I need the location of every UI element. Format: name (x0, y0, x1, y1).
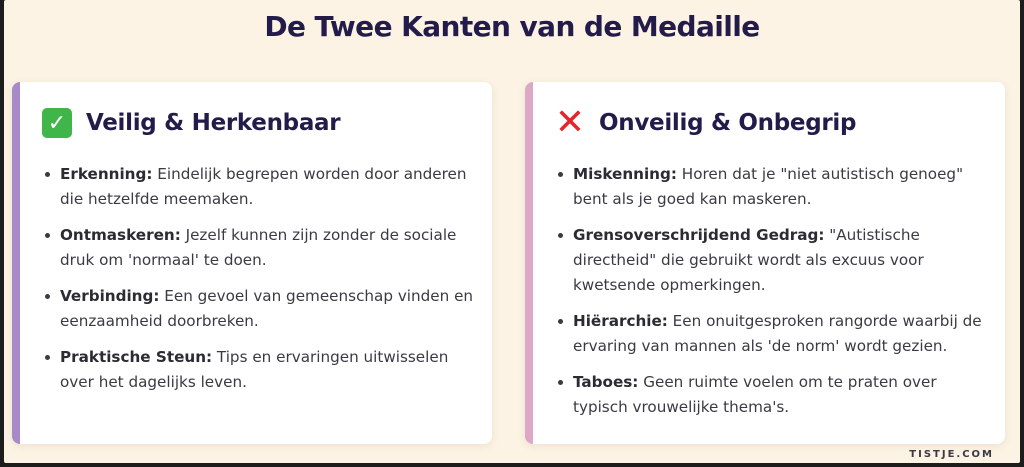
safe-card-heading: Veilig & Herkenbaar (86, 110, 341, 136)
list-item-term: Miskenning: (573, 165, 677, 183)
list-item-text: Een onuitgesproken rangorde waarbij de ervaring van mannen als 'de norm' wordt gezien. (573, 312, 982, 355)
list-item-term: Ontmaskeren: (60, 226, 181, 244)
list-item-term: Erkenning: (60, 165, 153, 183)
list-item-text: Eindelijk begrepen worden door anderen die hetzelfde meemaken. (60, 165, 467, 208)
list-item-text: Jezelf kunnen zijn zonder de sociale druk om 'normaal' te doen. (60, 226, 457, 269)
safe-card-header (42, 108, 340, 138)
unsafe-card-accent-stripe (525, 82, 533, 444)
safe-card-accent-stripe (12, 82, 20, 444)
list-item-text: "Autistische directheid" die gebruikt wordt als excuus voor kwetsende opmerkingen. (573, 226, 924, 294)
list-item-term: Hiërarchie: (573, 312, 668, 330)
list-item-term: Praktische Steun: (60, 348, 213, 366)
page-title: De Twee Kanten van de Medaille (264, 10, 760, 43)
unsafe-card-list (555, 162, 987, 431)
list-item (555, 162, 987, 212)
list-item-text: Geen ruimte voelen om te praten over typisch vrouwelijke thema's. (573, 373, 937, 416)
list-item (42, 345, 474, 395)
list-item (555, 223, 987, 298)
unsafe-card-heading: Onveilig & Onbegrip (599, 110, 857, 136)
safe-card (12, 82, 492, 444)
safe-card-list (42, 162, 474, 406)
site-watermark: TISTJE.COM (909, 449, 994, 460)
list-item (555, 370, 987, 420)
page-frame (4, 0, 1020, 463)
list-item-term: Verbinding: (60, 287, 160, 305)
list-item (42, 162, 474, 212)
list-item (555, 309, 987, 359)
list-item (42, 223, 474, 273)
list-item-term: Grensoverschrijdend Gedrag: (573, 226, 825, 244)
unsafe-card-header (554, 102, 857, 143)
list-item-text: Een gevoel van gemeenschap vinden en eenzaamheid doorbreken. (60, 287, 474, 330)
list-item (42, 284, 474, 334)
list-item-term: Taboes: (573, 373, 639, 391)
cross-mark-icon: ✕ (554, 102, 586, 143)
unsafe-card (525, 82, 1005, 444)
list-item-text: Tips en ervaringen uitwisselen over het dagelijks leven. (60, 348, 449, 391)
check-mark-icon: ✓ (42, 108, 72, 138)
list-item-text: Horen dat je "niet autistisch genoeg" bent als je goed kan maskeren. (573, 165, 964, 208)
